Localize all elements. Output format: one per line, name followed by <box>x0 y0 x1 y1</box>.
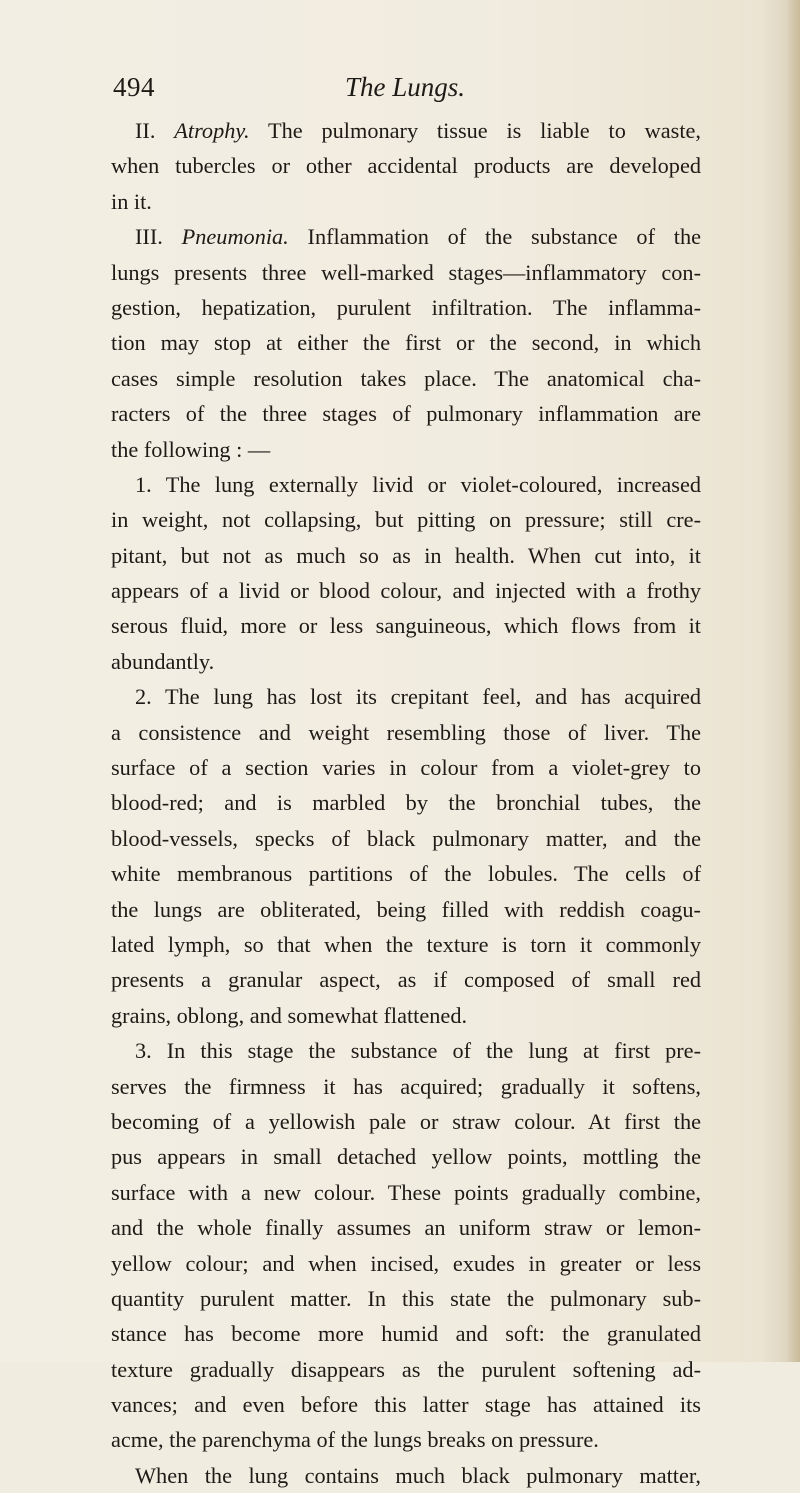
body-text <box>111 113 701 1493</box>
text-line: grains, oblong, and somewhat flattened. <box>111 1002 468 1028</box>
text-line: abundantly. <box>111 648 215 674</box>
text-line: cases simple resolution takes place. The anatomical cha- <box>111 365 701 391</box>
section-ii-line: II. Atrophy. The pulmonary tissue is liable to waste, <box>135 118 701 143</box>
text-line: in weight, not collapsing, but pitting on pressure; still cre- <box>111 507 701 533</box>
text-line: white membranous partitions of the lobules. The cells of <box>111 861 701 887</box>
text-line: stance has become more humid and soft: the granulated <box>111 1321 701 1347</box>
text-line: surface of a section varies in colour from a violet-grey to <box>111 755 701 781</box>
text-line: blood-vessels, specks of black pulmonary matter, and the <box>111 825 701 851</box>
text-line: pus appears in small detached yellow points, mottling the <box>111 1144 701 1170</box>
text-line: vances; and even before this latter stage has attained its <box>111 1392 701 1418</box>
text-line: blood-red; and is marbled by the bronchial tubes, the <box>111 790 701 816</box>
text-line: when tubercles or other accidental products are developed <box>111 153 701 179</box>
text-line: serous fluid, more or less sanguineous, which flows from it <box>111 613 701 639</box>
text-line: presents a granular aspect, as if composed of small red <box>111 967 701 993</box>
text-line: quantity purulent matter. In this state the pulmonary sub- <box>111 1285 701 1311</box>
running-header <box>113 72 693 112</box>
text-line: lated lymph, so that when the texture is torn it commonly <box>111 931 701 957</box>
text-line: acme, the parenchyma of the lungs breaks on pressure. <box>111 1427 599 1453</box>
text-line: gestion, hepatization, purulent infiltration. The inflamma- <box>111 294 701 320</box>
text-line: racters of the three stages of pulmonary inflammation are <box>111 401 701 427</box>
text-line: becoming of a yellowish pale or straw colour. At first the <box>111 1108 701 1134</box>
section-ii-heading: Atrophy. <box>174 118 250 143</box>
text-line: the following : — <box>111 436 271 462</box>
section-ii-numeral: II. <box>135 118 156 143</box>
section-iii-numeral: III. <box>135 224 163 250</box>
page-number: 494 <box>113 72 155 102</box>
text-line: yellow colour; and when incised, exudes in greater or less <box>111 1250 701 1276</box>
stage-3-first-line: 3. In this stage the substance of the lung at first pre- <box>135 1038 701 1064</box>
text-line: When the lung contains much black pulmonary matter, <box>135 1462 701 1488</box>
text-line: pitant, but not as much so as in health. When cut into, it <box>111 542 701 568</box>
text-line: the lungs are obliterated, being filled with reddish coagu- <box>111 896 701 922</box>
section-iii-line: III. Pneumonia. Inflammation of the substance of the <box>135 224 701 250</box>
stage-2-first-line: 2. The lung has lost its crepitant feel, and has acquired <box>135 684 701 710</box>
text-line: serves the firmness it has acquired; gradually it softens, <box>111 1073 701 1099</box>
stage-1-first-line: 1. The lung externally livid or violet-coloured, increased <box>135 471 701 497</box>
section-iii-heading: Pneumonia. <box>181 224 289 250</box>
running-title: The Lungs. <box>345 72 466 102</box>
text-line: a consistence and weight resembling those of liver. The <box>111 719 701 745</box>
text-line: and the whole finally assumes an uniform straw or lemon- <box>111 1215 701 1241</box>
text-line: surface with a new colour. These points gradually combine, <box>111 1179 701 1205</box>
text-line: in it. <box>111 188 152 214</box>
page-edge-shadow <box>786 0 800 1362</box>
text-line: lungs presents three well-marked stages—inflammatory con- <box>111 259 701 285</box>
text-line: texture gradually disappears as the purulent softening ad- <box>111 1356 701 1382</box>
text-line: tion may stop at either the first or the second, in which <box>111 330 701 356</box>
text-line: appears of a livid or blood colour, and injected with a frothy <box>111 578 701 604</box>
